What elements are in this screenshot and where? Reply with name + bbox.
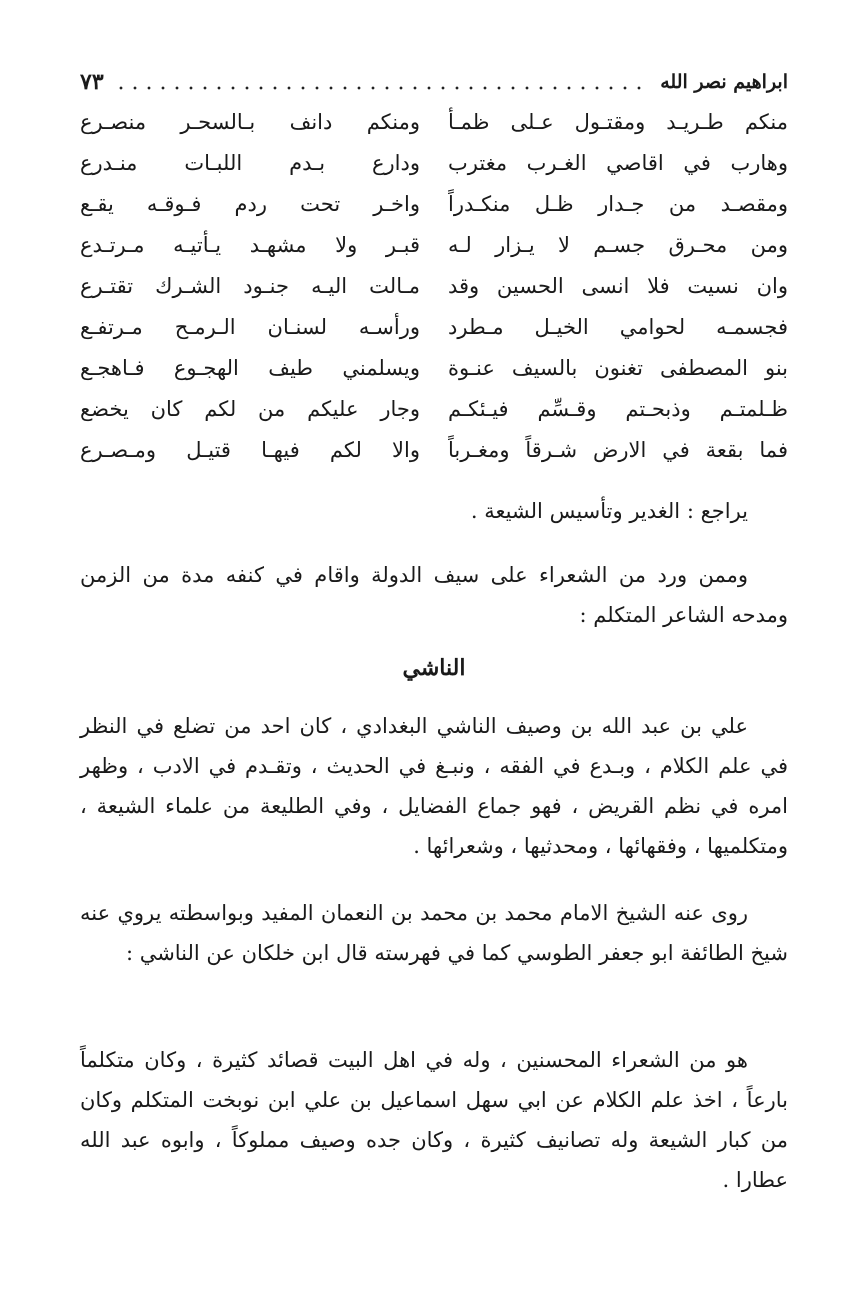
verse-first-hemistich: فما بقعة في الارض شـرقاً ومغـرباً: [448, 438, 788, 462]
poem: [80, 102, 788, 471]
poem-verse: [80, 348, 788, 389]
poem-verse: [80, 225, 788, 266]
poem-verse: [80, 307, 788, 348]
poem-verse: [80, 266, 788, 307]
poem-verse: [80, 389, 788, 430]
verse-first-hemistich: وهارب في اقاصي الغـرب مغترب: [448, 151, 788, 175]
verse-first-hemistich: ومن محـرق جسـم لا يـزار لـه: [448, 233, 788, 257]
poem-verse: [80, 143, 788, 184]
verse-second-hemistich: واخـر تحت ردم فـوقـه يقـع: [80, 192, 420, 216]
running-header: [80, 68, 788, 96]
verse-second-hemistich: ورأسـه لسنـان الـرمـح مـرتفـع: [80, 315, 420, 339]
verse-first-hemistich: بنو المصطفى تغنون بالسيف عنـوة: [448, 356, 788, 380]
intro-paragraph: وممن ورد من الشعراء على سيف الدولة واقام في كنفه مدة من الزمن ومدحه الشاعر المتكلم :: [80, 563, 788, 627]
verse-second-hemistich: ودارع بـدم اللبـات منـدرع: [80, 151, 420, 175]
verse-first-hemistich: وان نسيت فلا انسى الحسين وقد: [448, 274, 788, 298]
poem-verse: [80, 102, 788, 143]
verse-first-hemistich: ظـلمتـم وذبحـتم وقـسِّم فيـئكـم: [448, 397, 788, 421]
verse-second-hemistich: قبـر ولا مشهـد يـأتيـه مـرتـدع: [80, 233, 420, 257]
reference-note: يراجع : الغدير وتأسيس الشيعة .: [470, 499, 748, 523]
verse-first-hemistich: ومقصـد من جـدار ظـل منكـدراً: [448, 192, 788, 216]
body-paragraph: علي بن عبد الله بن وصيف الناشي البغدادي ، كان احد من تضلع في النظر في علم الكلام ، وبـدع في الفقه ، ونبـغ في الحديث ، وتقـدم في الادب ، وظهر امره في نظم القريض ، فهو جماع الفضايل ، وفي الطليعة من علماء الشيعة ، ومتكلميها ، وفقهائها ، ومحدثيها ، وشعرائها .: [80, 714, 788, 858]
verse-second-hemistich: ومنكم دانف بـالسحـر منصـرع: [80, 110, 420, 134]
verse-first-hemistich: منكم طـريـد ومقتـول عـلى ظمـأ: [448, 110, 788, 134]
verse-first-hemistich: فجسمـه لحوامي الخيـل مـطرد: [448, 315, 788, 339]
section-title: الناشي: [402, 655, 466, 681]
body-paragraph: هو من الشعراء المحسنين ، وله في اهل البيت قصائد كثيرة ، وكان متكلماً بارعاً ، اخذ علم الكلام عن ابي سهل اسماعيل بن علي ابن نوبخت المتكلم وكان من كبار الشيعة وله تصانيف كثيرة ، وكان جده وصيف مملوكاً ، وابوه عبد الله عطارا .: [80, 1048, 788, 1192]
body-paragraph: روى عنه الشيخ الامام محمد بن محمد بن النعمان المفيد وبواسطته يروي عنه شيخ الطائفة ابو جعفر الطوسي كما في فهرسته قال ابن خلكان عن الناشي :: [80, 901, 788, 965]
poem-verse: [80, 184, 788, 225]
verse-second-hemistich: مـالت اليـه جنـود الشـرك تقتـرع: [80, 274, 420, 298]
verse-second-hemistich: وجار عليكم من لكم كان يخضع: [80, 397, 420, 421]
running-header-author: ابراهيم نصر الله: [660, 71, 788, 93]
verse-second-hemistich: ويسلمني طيف الهجـوع فـاهجـع: [80, 356, 420, 380]
dot-leader: [114, 74, 651, 90]
verse-second-hemistich: والا لكم فيهـا قتيـل ومـصـرع: [80, 438, 420, 462]
poem-verse: [80, 430, 788, 471]
page-number: ٧٣: [80, 69, 104, 95]
